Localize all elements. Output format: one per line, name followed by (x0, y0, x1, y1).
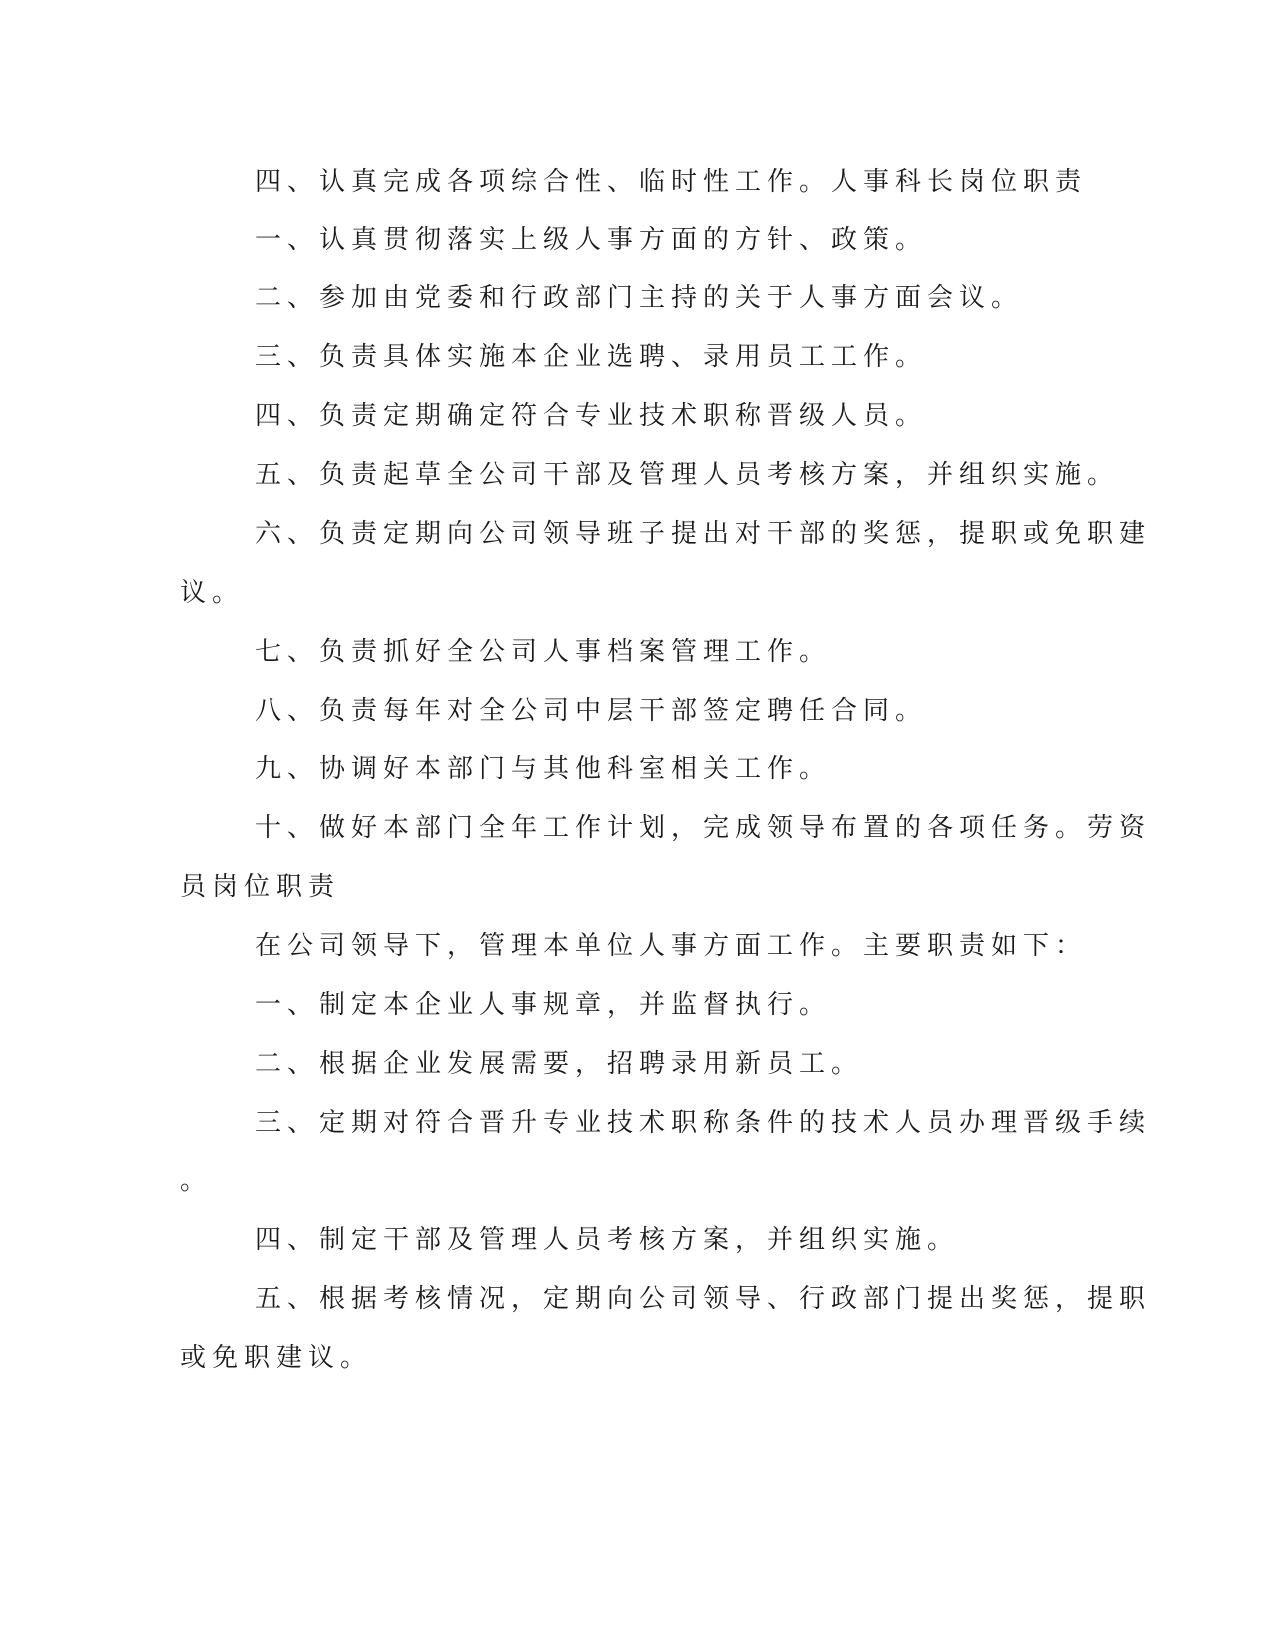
text-line: 九、协调好本部门与其他科室相关工作。 (255, 754, 832, 784)
text-line: 员岗位职责 (180, 872, 341, 902)
text-line: 十、做好本部门全年工作计划，完成领导布置的各项任务。劳资 (255, 813, 1152, 843)
text-line: 三、负责具体实施本企业选聘、录用员工工作。 (255, 342, 928, 372)
text-line: 或免职建议。 (180, 1343, 373, 1373)
text-line: 。 (180, 1166, 213, 1196)
text-line: 二、参加由党委和行政部门主持的关于人事方面会议。 (255, 283, 1024, 313)
text-line: 四、认真完成各项综合性、临时性工作。人事科长岗位职责 (255, 167, 1088, 197)
text-line: 在公司领导下，管理本单位人事方面工作。主要职责如下： (255, 931, 1088, 961)
text-line: 一、制定本企业人事规章，并监督执行。 (255, 990, 832, 1020)
text-line: 三、定期对符合晋升专业技术职称条件的技术人员办理晋级手续 (255, 1108, 1152, 1138)
text-line: 四、负责定期确定符合专业技术职称晋级人员。 (255, 401, 928, 431)
text-line: 八、负责每年对全公司中层干部签定聘任合同。 (255, 696, 928, 726)
text-line: 议。 (180, 578, 245, 608)
text-line: 七、负责抓好全公司人事档案管理工作。 (255, 637, 832, 667)
text-line: 四、制定干部及管理人员考核方案，并组织实施。 (255, 1225, 960, 1255)
text-line: 一、认真贯彻落实上级人事方面的方针、政策。 (255, 225, 928, 255)
text-line: 六、负责定期向公司领导班子提出对干部的奖惩，提职或免职建 (255, 519, 1152, 549)
text-line: 二、根据企业发展需要，招聘录用新员工。 (255, 1049, 864, 1079)
text-line: 五、根据考核情况，定期向公司领导、行政部门提出奖惩，提职 (255, 1284, 1152, 1314)
text-line: 五、负责起草全公司干部及管理人员考核方案，并组织实施。 (255, 460, 1120, 490)
